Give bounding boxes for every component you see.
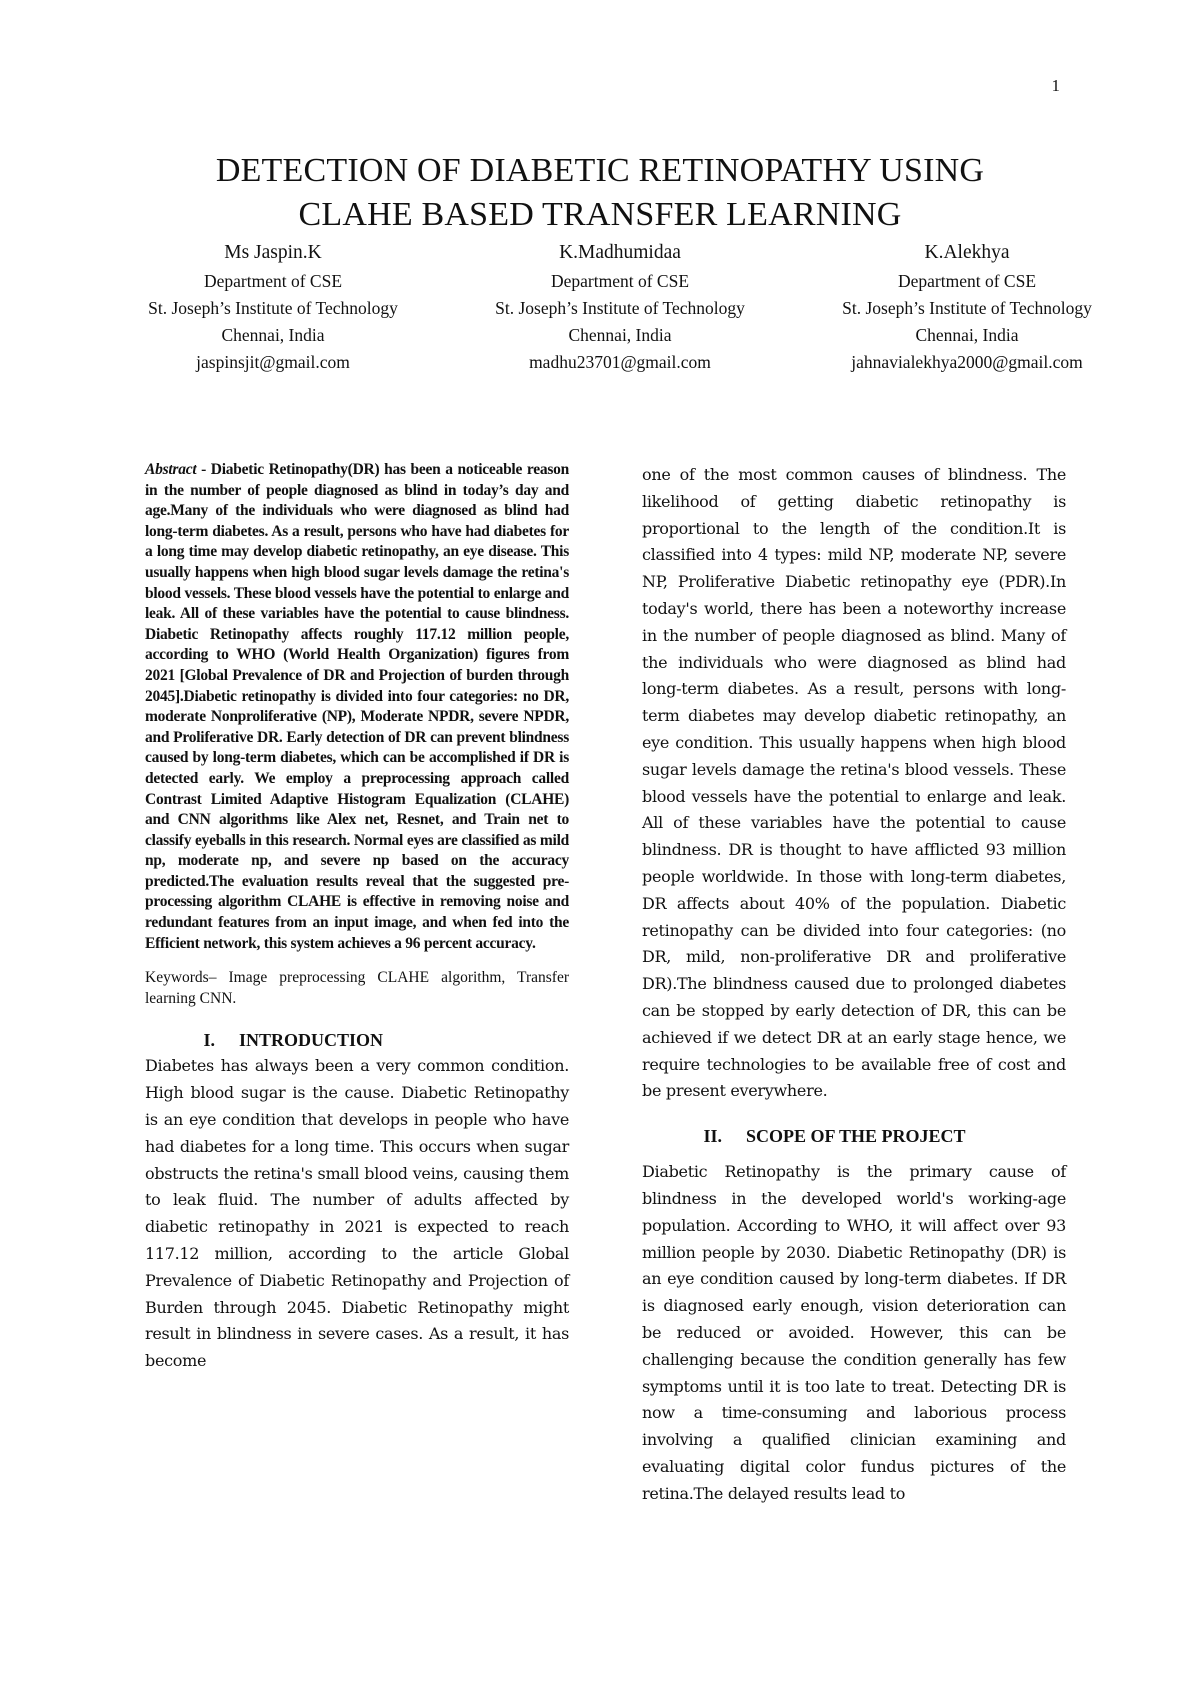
author-location: Chennai, India	[221, 325, 325, 345]
section-number: I.	[203, 1030, 215, 1051]
author-location: Chennai, India	[915, 325, 1019, 345]
introduction-continuation-paragraph: one of the most common causes of blindness. The likelihood of getting diabetic retinopathy is proportional to the length of the condition.It is classified into 4 types: mild NP, moderate NP, severe NP, Proliferative Diabetic retinopathy eye (PDR).In today's world, there has been a noteworthy increase in the number of people diagnosed as blind. Many of the individuals who were diagnosed as blind had long-term diabetes. As a result, persons with long-term diabetes may develop diabetic retinopathy, an eye condition. This usually happens when high blood sugar levels damage the retina's blood vessels. These blood vessels have the potential to enlarge and leak. All of these variables have the potential to cause blindness. DR is thought to have afflicted 93 million people worldwide. In those with long-term diabetes, DR affects about 40% of the population. Diabetic retinopathy can be divided into four categories: (no DR, mild, non-proliferative DR and proliferative DR).The blindness caused due to prolonged diabetes can be stopped by early detection of DR, this can be achieved if we detect DR at an early stage hence, we require technologies to be available free of cost and be present everywhere.	[642, 465, 1066, 1101]
author-location: Chennai, India	[568, 325, 672, 345]
section-heading-scope	[642, 1123, 1066, 1149]
author-name: K.Alekhya	[924, 242, 1010, 263]
author-1	[100, 238, 446, 376]
page-number: 1	[1051, 76, 1060, 95]
author-department: Department of CSE	[203, 271, 343, 291]
section-heading-introduction	[145, 1027, 569, 1053]
section-title: INTRODUCTION	[239, 1030, 384, 1051]
right-column	[642, 462, 1066, 1507]
author-block	[100, 238, 1140, 376]
abstract-label: Abstract	[145, 461, 197, 478]
introduction-paragraph: Diabetes has always been a very common condition. High blood sugar is the cause. Diabetic Retinopathy is an eye condition that develops in people who have had diabetes for a long time. This occurs when sugar obstructs the retina's small blood veins, causing them to leak fluid. The number of adults affected by diabetic retinopathy in 2021 is expected to reach 117.12 million, according to the article Global Prevalence of Diabetic Retinopathy and Projection of Burden through 2045. Diabetic Retinopathy might result in blindness in severe cases. As a result, it has become	[145, 1056, 569, 1371]
author-department: Department of CSE	[550, 271, 690, 291]
author-3	[794, 238, 1140, 376]
author-email: madhu23701@gmail.com	[529, 352, 711, 372]
author-email: jaspinsjit@gmail.com	[196, 352, 350, 372]
abstract-text: - Diabetic Retinopathy(DR) has been a noticeable reason in the number of people diagnosed as blind in today’s day and age.Many of the individuals who were diagnosed as blind had long-term diabetes. As a result, persons who have had diabetes for a long time may develop diabetic retinopathy, an eye disease. This usually happens when high blood sugar levels damage the retina's blood vessels. These blood vessels have the potential to enlarge and leak. All of these variables have the potential to cause blindness. Diabetic Retinopathy affects roughly 117.12 million people, according to WHO (World Health Organization) figures from 2021 [Global Prevalence of DR and Projection of burden through 2045].Diabetic retinopathy is divided into four categories: no DR, moderate Nonproliferative (NP), Moderate NPDR, severe NPDR, and Proliferative DR. Early detection of DR can prevent blindness caused by long-term diabetes, which can be accomplished if DR is detected early. We employ a preprocessing approach called Contrast Limited Adaptive Histogram Equalization (CLAHE) and CNN algorithms like Alex net, Resnet, and Train net to classify eyeballs in this research. Normal eyes are classified as mild np, moderate np, and severe np based on the accuracy predicted.The evaluation results reveal that the suggested pre-processing algorithm CLAHE is effective in removing noise and redundant features from an input image, and when fed into the Efficient network, this system achieves a 96 percent accuracy.	[145, 461, 569, 952]
title-line-2: CLAHE BASED TRANSFER LEARNING	[298, 195, 902, 233]
section-number: II.	[703, 1126, 722, 1147]
left-column	[145, 460, 569, 1375]
title-line-1: DETECTION OF DIABETIC RETINOPATHY USING	[215, 151, 985, 189]
author-name: Ms Jaspin.K	[224, 242, 322, 263]
author-2	[447, 238, 793, 376]
author-name: K.Madhumidaa	[559, 242, 681, 263]
author-institution: St. Joseph’s Institute of Technology	[842, 298, 1092, 318]
abstract	[145, 460, 569, 954]
keywords: Keywords– Image preprocessing CLAHE algorithm, Transfer learning CNN.	[145, 969, 569, 1007]
author-email: jahnavialekhya2000@gmail.com	[851, 352, 1083, 372]
scope-paragraph: Diabetic Retinopathy is the primary cause of blindness in the developed world's working-age population. According to WHO, it will affect over 93 million people by 2030. Diabetic Retinopathy (DR) is an eye condition caused by long-term diabetes. If DR is diagnosed early enough, vision deterioration can be reduced or avoided. However, this can be challenging because the condition generally has few symptoms until it is too late to treat. Detecting DR is now a time-consuming and laborious process involving a qualified clinician examining and evaluating digital color fundus pictures of the retina.The delayed results lead to	[642, 1162, 1066, 1503]
section-title: SCOPE OF THE PROJECT	[746, 1126, 966, 1147]
author-institution: St. Joseph’s Institute of Technology	[148, 298, 398, 318]
author-department: Department of CSE	[897, 271, 1037, 291]
paper-title	[120, 149, 1080, 237]
author-institution: St. Joseph’s Institute of Technology	[495, 298, 745, 318]
